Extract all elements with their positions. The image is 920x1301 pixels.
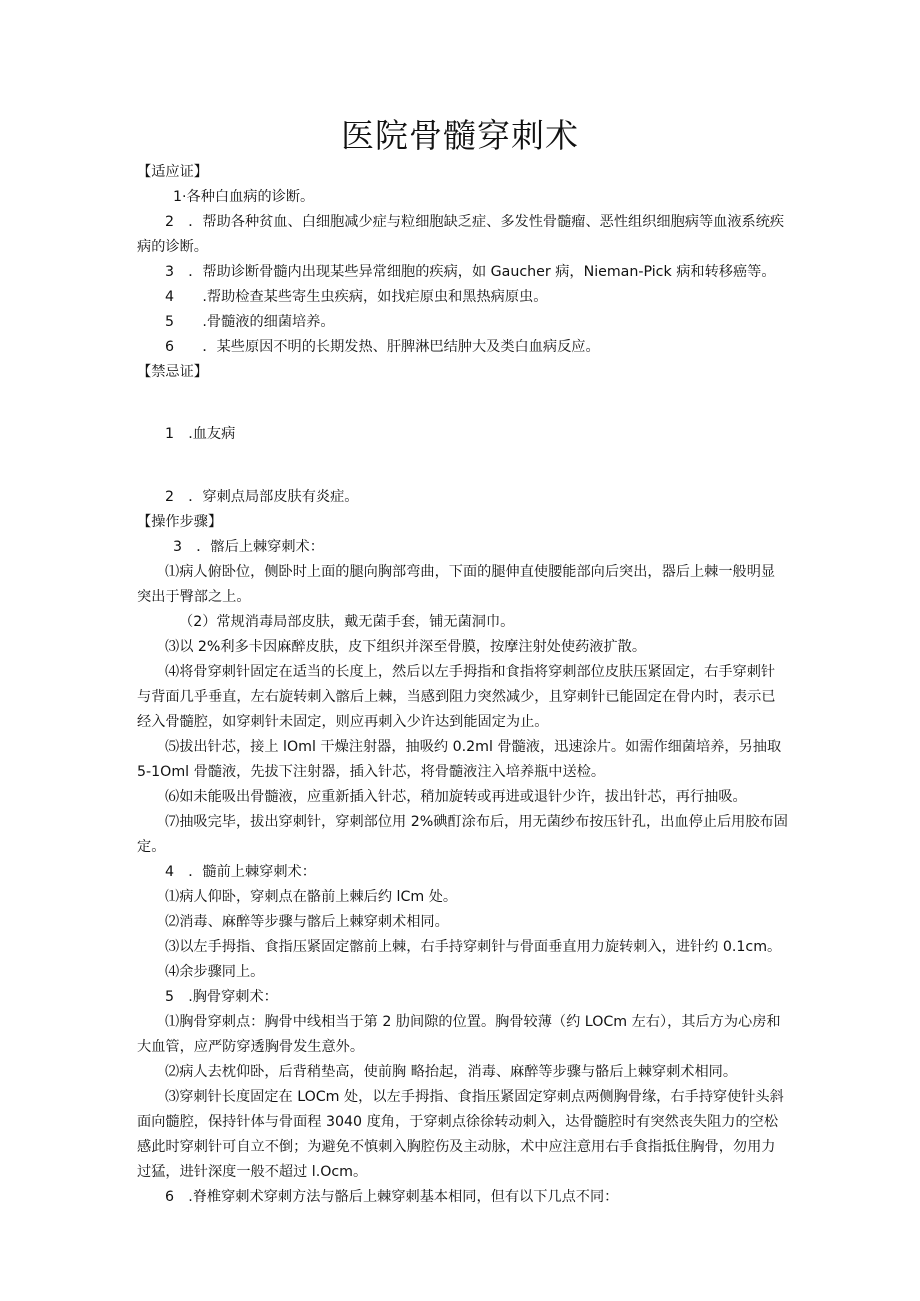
document-body: [137, 160, 789, 1210]
paragraph: 2 ．帮助各种贫血、白细胞减少症与粒细胞缺乏症、多发性骨髓瘤、恶性组织细胞病等血液系统疾病的诊断。: [137, 214, 785, 255]
paragraph: ⑺抽吸完毕，拔出穿刺针，穿刺部位用 2%碘酊涂布后，用无菌纱布按压针孔，出血停止后用胶布固定。: [137, 813, 788, 855]
paragraph: 5 .胸骨穿刺术：: [165, 988, 278, 1005]
spacer: [137, 399, 789, 408]
paragraph: ⑷将骨穿刺针固定在适当的长度上，然后以左手拇指和食指将穿刺部位皮肤压紧固定，右手穿刺针与背面几乎垂直，左右旋转刺入髂后上棘，当感到阻力突然减少，且穿刺针已能固定在骨内时，表示已经入骨髓腔，如穿刺针未固定，则应再刺入少许达到能固定为止。: [137, 663, 776, 730]
paragraph: ⑴胸骨穿刺点：胸骨中线相当于第 2 肋间隙的位置。胸骨较薄（约 LOCm 左右），其后方为心房和大血管，应严防穿透胸骨发生意外。: [137, 1013, 781, 1055]
paragraph: 3 ．帮助诊断骨髓内出现某些异常细胞的疾病，如 Gaucher 病，Nieman-Pick 病和转移癌等。: [165, 264, 776, 280]
section-heading: 【操作步骤】: [137, 513, 223, 530]
paragraph: ⑶以左手拇指、食指压紧固定髂前上棘，右手持穿刺针与骨面垂直用力旋转刺入，进针约 0.1cm。: [165, 938, 782, 955]
paragraph: ⑶穿刺针长度固定在 LOCm 处，以左手拇指、食指压紧固定穿刺点两侧胸骨缘，右手持穿使针头斜面向髓腔，保持针体与骨面程 3040 度角，于穿刺点徐徐转动刺入，达骨髓腔时有突然丧失阻力的空松感此时穿刺针可自立不倒；为避免不慎刺入胸腔伤及主动脉，术中应注意用右手食指抵住胸骨，勿用力过猛，进针深度一般不超过 l.Ocm。: [137, 1088, 784, 1180]
paragraph: 3 ．髂后上棘穿刺术：: [173, 538, 324, 555]
section-heading: 【禁忌证】: [137, 364, 208, 380]
paragraph: 1·各种白血病的诊断。: [173, 189, 315, 205]
page-title: 医院骨髓穿刺术: [341, 116, 579, 155]
paragraph: 4 ．髓前上棘穿刺术：: [165, 863, 316, 880]
paragraph: 1 .血友病: [165, 426, 236, 443]
paragraph: ⑵病人去枕仰卧，后背稍垫高，使前胸 略抬起，消毒、麻醉等步骤与骼后上棘穿刺术相同。: [165, 1063, 738, 1080]
paragraph: ⑴病人俯卧位，侧卧时上面的腿向胸部弯曲，下面的腿伸直使腰能部向后突出，器后上棘一般明显突出于臀部之上。: [137, 563, 776, 605]
paragraph: 4 .帮助检查某些寄生虫疾病，如找疟原虫和黑热病原虫。: [165, 289, 548, 305]
paragraph: 2 ．穿刺点局部皮肤有炎症。: [165, 488, 359, 505]
paragraph: ⑶以 2%利多卡因麻醉皮肤，皮下组织并深至骨膜，按摩注射处使药液扩散。: [165, 638, 647, 655]
spacer: [137, 462, 789, 471]
paragraph: ⑹如未能吸出骨髓液，应重新插入针芯，稍加旋转或再进或退针少许，拔出针芯，再行抽吸。: [165, 788, 747, 805]
paragraph: 6 .脊椎穿刺术穿刺方法与骼后上棘穿刺基本相同，但有以下几点不同：: [165, 1188, 619, 1205]
paragraph: ⑷余步骤同上。: [165, 963, 265, 980]
paragraph: （2）常规消毒局部皮肤，戴无菌手套，铺无菌洞巾。: [179, 613, 515, 630]
paragraph: ⑵消毒、麻醉等步骤与髂后上棘穿刺术相同。: [165, 913, 449, 930]
paragraph: ⑴病人仰卧，穿刺点在骼前上棘后约 lCm 处。: [165, 888, 458, 905]
section-heading: 【适应证】: [137, 164, 208, 180]
paragraph: ⑸拔出针芯，接上 lOml 干燥注射器，抽吸约 0.2ml 骨髓液，迅速涂片。如需作细菌培养，另抽取 5-1Oml 骨髓液，先拔下注射器，插入针芯，将骨髓液注入培养瓶中送检。: [137, 738, 786, 780]
paragraph: 6 ．某些原因不明的长期发热、肝脾淋巴结肿大及类白血病反应。: [165, 339, 600, 355]
paragraph: 5 .骨髓液的细菌培养。: [165, 314, 335, 330]
